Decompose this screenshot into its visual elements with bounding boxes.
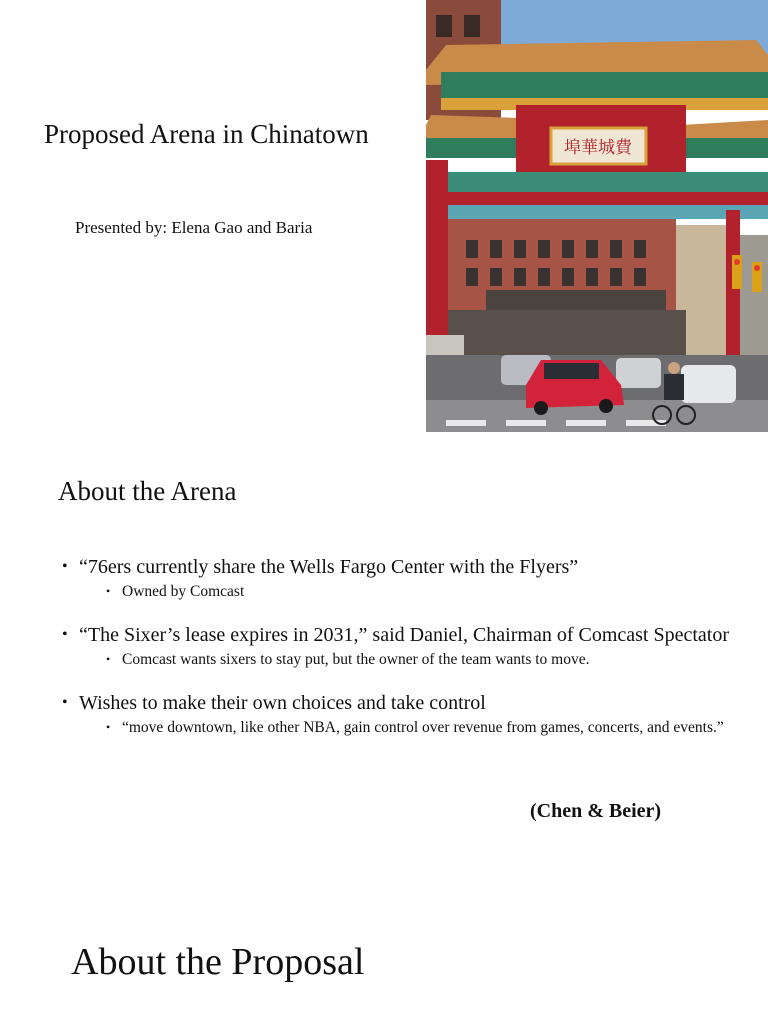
chinatown-gate-photo [426,0,768,432]
citation: (Chen & Beier) [530,800,662,822]
sub-bullet-item: • Owned by Comcast [79,581,730,602]
bullet-item [60,622,730,670]
slide3-title: About the Proposal [71,941,365,983]
bullet-text: Wishes to make their own choices and take control [79,692,486,714]
presenters-subtitle: Presented by: Elena Gao and Baria [75,218,313,237]
bullet-item [60,690,730,738]
arena-bullet-list [60,554,730,738]
sub-bullet-item: • “move downtown, like other NBA, gain control over revenue from games, concerts, and events.” [79,717,730,738]
slide1-title: Proposed Arena in Chinatown [44,119,369,149]
bullet-item [60,554,730,602]
gate-sign-text: 埠華城費 [564,138,632,158]
slide2-title: About the Arena [58,476,237,506]
bullet-text: “76ers currently share the Wells Fargo Center with the Flyers” [79,556,579,578]
sub-bullet-item: • Comcast wants sixers to stay put, but the owner of the team wants to move. [79,649,730,670]
bullet-text: “The Sixer’s lease expires in 2031,” said Daniel, Chairman of Comcast Spectator [79,624,729,646]
